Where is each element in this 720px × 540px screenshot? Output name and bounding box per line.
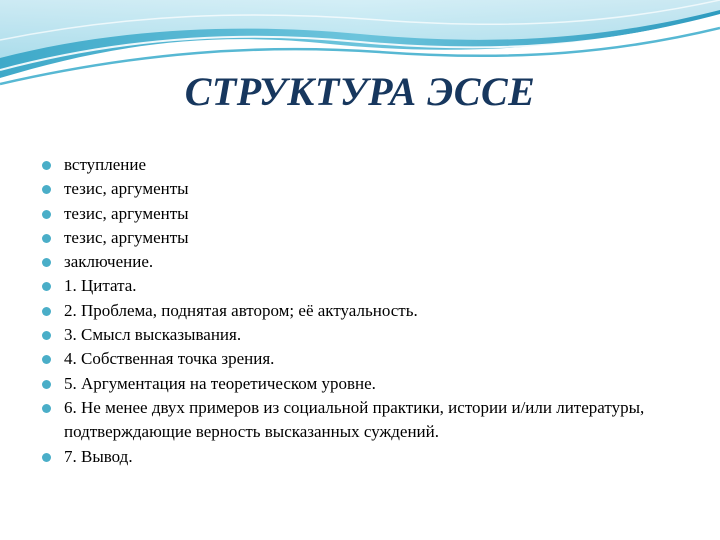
list-item (42, 153, 672, 177)
bullet-icon (42, 210, 51, 219)
list-item-text: 3. Смысл высказывания. (64, 325, 242, 345)
bullet-icon (42, 234, 51, 243)
list-item (42, 445, 672, 469)
list-item-text: вступление (64, 155, 147, 174)
list-item (42, 396, 672, 445)
slide-title: СТРУКТУРА ЭССЕ (184, 69, 536, 114)
list-item-text: тезис, аргументы (64, 203, 189, 223)
list-item-text: 2. Проблема, поднятая автором; её актуальность. (64, 300, 418, 320)
list-item-text: 7. Вывод. (64, 446, 133, 466)
bullet-icon (42, 355, 51, 364)
bullet-icon (42, 258, 51, 267)
list-item (42, 299, 672, 323)
list-item-text: 6. Не менее двух примеров из социальной практики, истории и/или литературы, подтверждающие верность высказанных суждений. (64, 397, 645, 442)
bullet-icon (42, 404, 51, 413)
list-item (42, 250, 672, 274)
bullet-icon (42, 307, 51, 316)
list-item (42, 274, 672, 298)
list-item (42, 226, 672, 250)
list-item-text: заключение. (64, 252, 154, 272)
list-item (42, 202, 672, 226)
bullet-icon (42, 380, 51, 389)
bullet-icon (42, 331, 51, 340)
bullet-icon (42, 161, 51, 170)
bullet-icon (42, 453, 51, 462)
list-item (42, 323, 672, 347)
bullet-icon (42, 185, 51, 194)
list-item (42, 347, 672, 371)
list-item-text: 4. Собственная точка зрения. (64, 349, 275, 369)
content-list (42, 153, 672, 469)
list-item-text: тезис, аргументы (64, 227, 189, 247)
list-item-text: 1. Цитата. (64, 276, 137, 296)
list-item-text: 5. Аргументация на теоретическом уровне. (64, 373, 376, 393)
list-item (42, 372, 672, 396)
list-item-text: тезис, аргументы (64, 179, 189, 199)
list-item (42, 177, 672, 201)
bullet-icon (42, 282, 51, 291)
